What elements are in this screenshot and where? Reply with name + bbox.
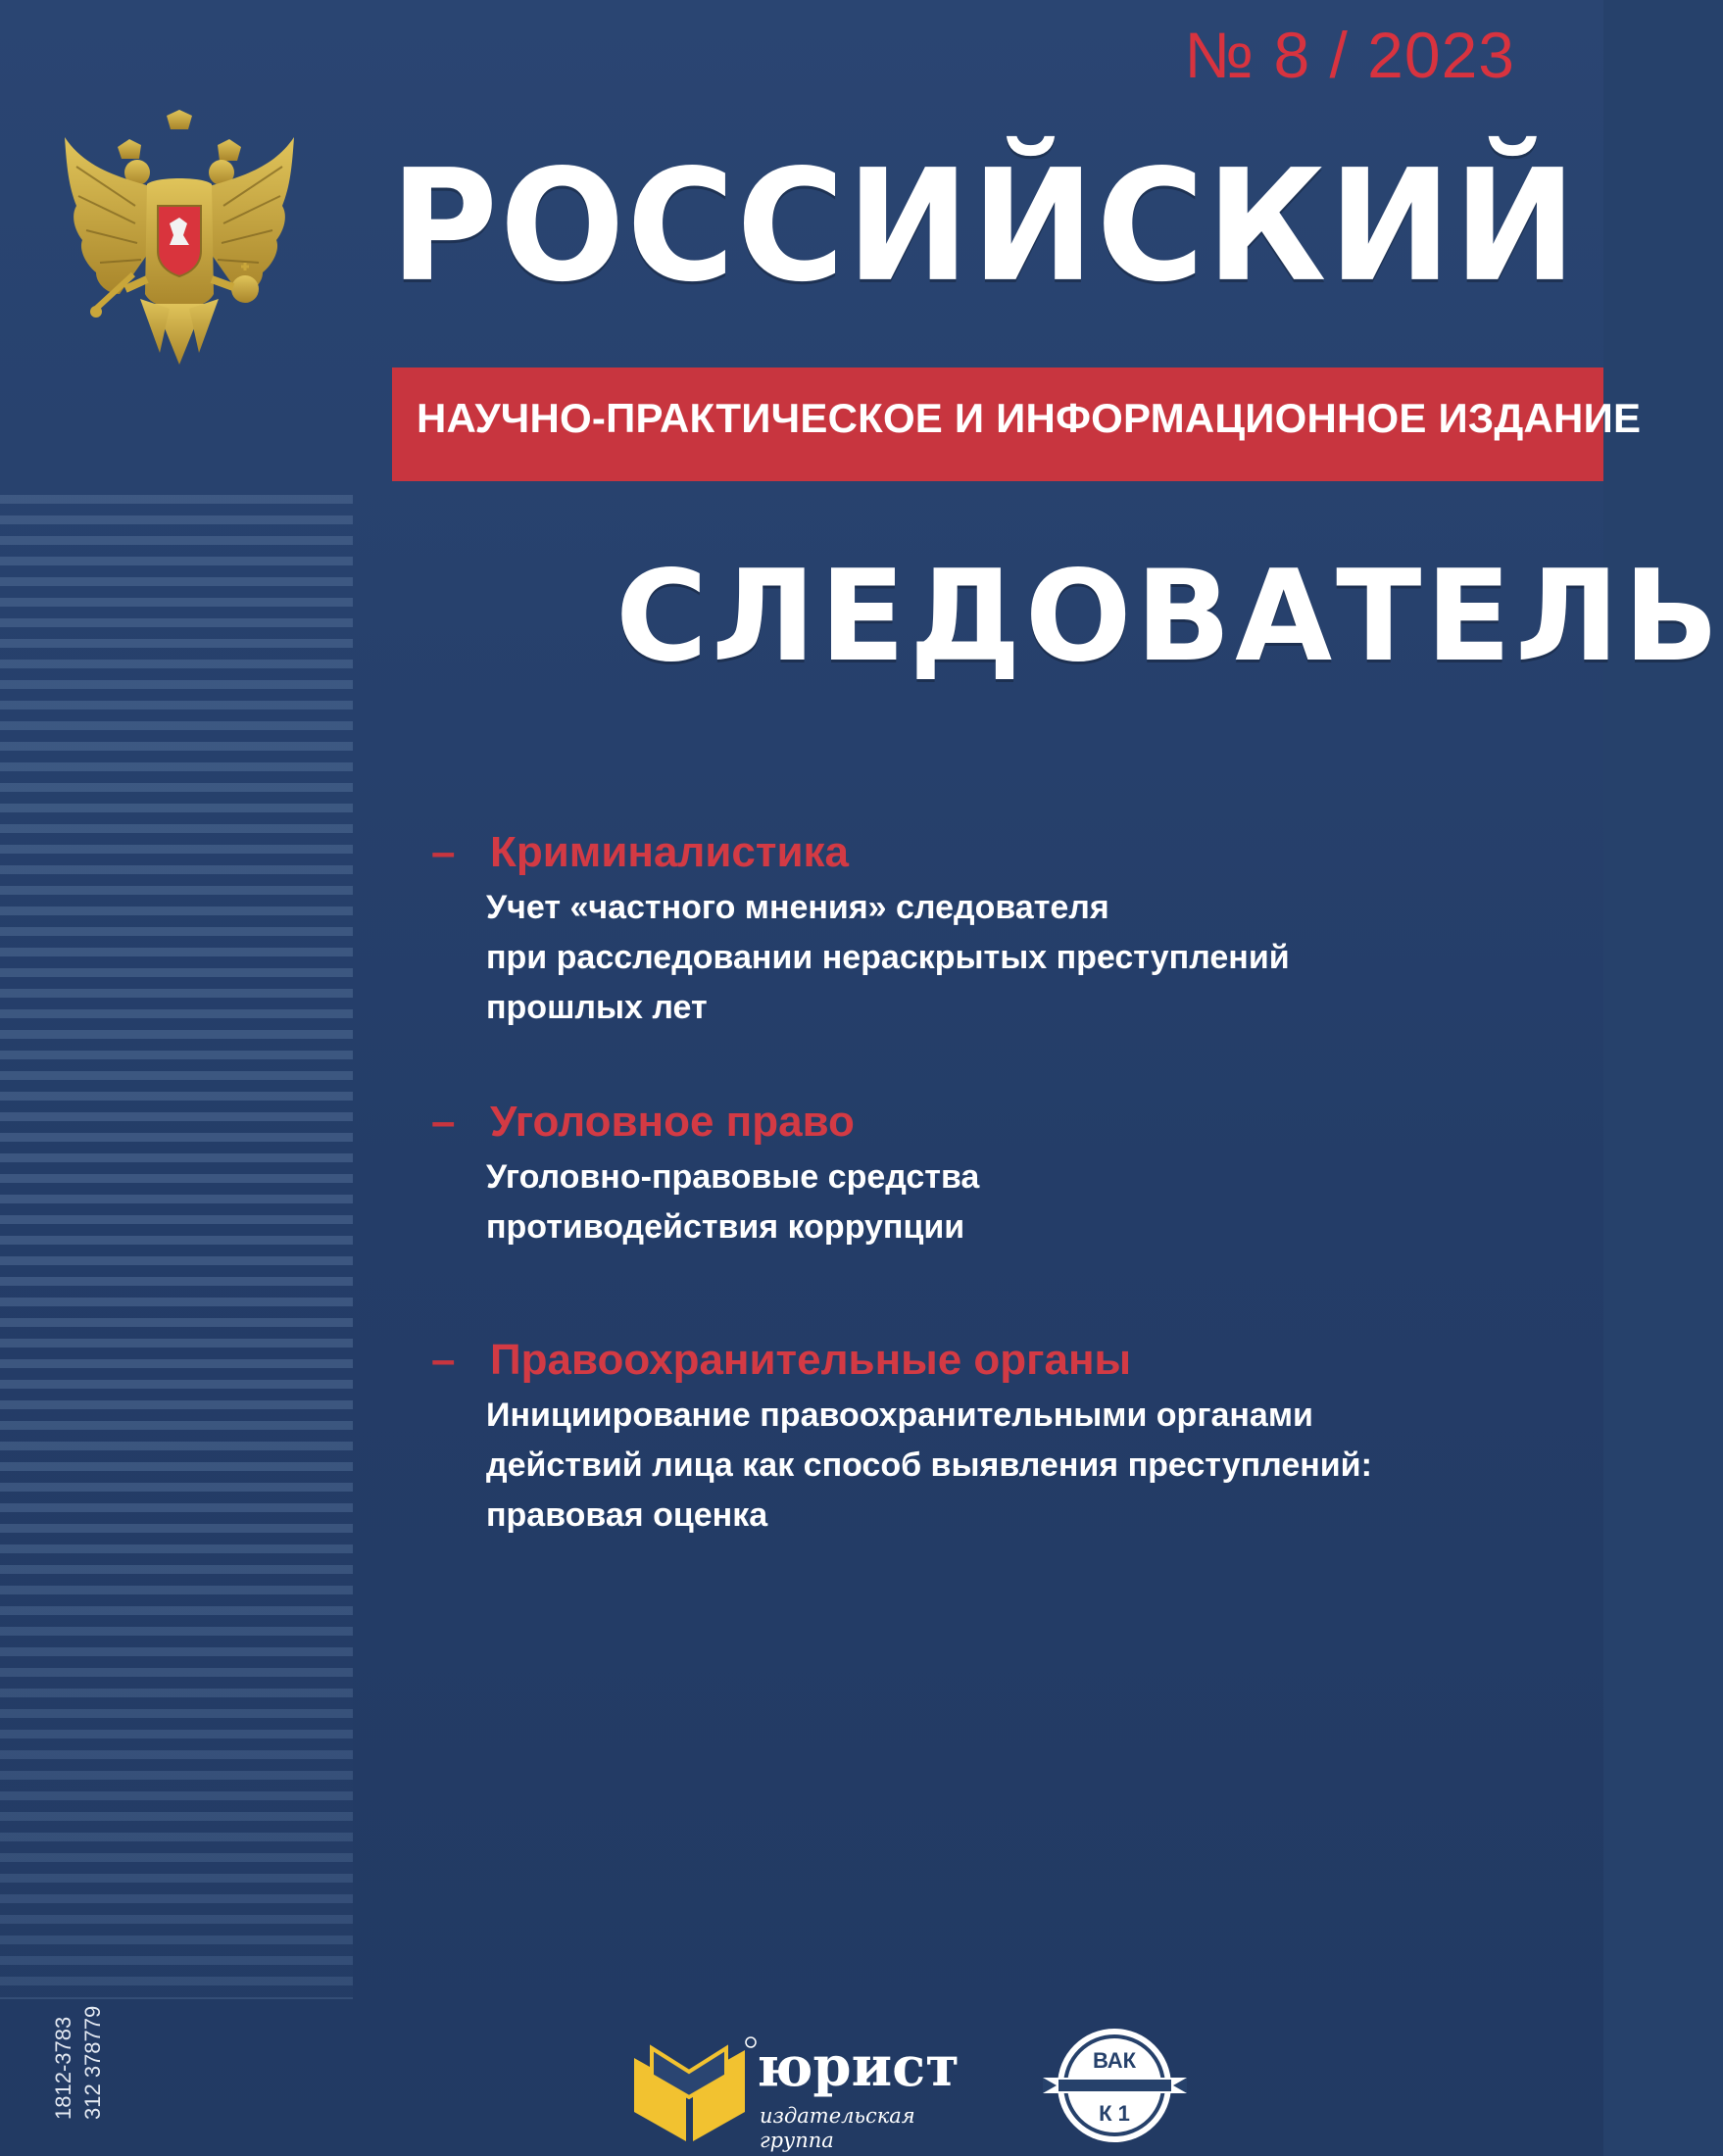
issn-line-1: 1812-3783 — [51, 2016, 75, 2120]
dash-icon: – — [431, 1336, 456, 1384]
section-criminal-law — [431, 1098, 1558, 1252]
issn-text — [51, 1992, 120, 2154]
vak-top-text: ВАК — [1092, 2048, 1137, 2073]
magazine-title-bottom: СЛЕДОВАТЕЛЬ — [615, 544, 1723, 690]
article-title — [486, 1152, 1558, 1252]
vak-badge-icon — [1039, 2019, 1191, 2151]
section-criminalistics — [431, 828, 1558, 1033]
issue-number: № 8 / 2023 — [1184, 19, 1515, 91]
magazine-title-top: РОССИЙСКИЙ — [390, 137, 1579, 317]
section-law-enforcement — [431, 1336, 1558, 1541]
vak-badge — [1039, 2019, 1191, 2151]
article-line: правовая оценка — [486, 1496, 768, 1534]
article-line: действий лица как способ выявления преступлений: — [486, 1446, 1372, 1484]
article-title — [486, 1391, 1558, 1541]
vak-bottom-text: К 1 — [1099, 2101, 1130, 2126]
issn-line-2: 312 378779 — [80, 2005, 105, 2120]
coat-of-arms-icon — [57, 108, 302, 377]
stripes-fade — [0, 495, 353, 1999]
publisher-subtitle-1: издательская — [760, 2104, 915, 2128]
subtitle-text: НАУЧНО-ПРАКТИЧЕСКОЕ И ИНФОРМАЦИОННОЕ ИЗДАНИЕ — [417, 395, 1642, 441]
dash-icon: – — [431, 828, 456, 876]
publisher-name: юрист — [757, 2034, 960, 2099]
dash-icon: – — [431, 1098, 456, 1146]
publisher-subtitle-2: группа — [760, 2129, 834, 2152]
section-heading — [431, 828, 1558, 877]
section-heading — [431, 1336, 1558, 1385]
article-line: противодействия коррупции — [486, 1208, 965, 1246]
article-line: Учет «частного мнения» следователя — [486, 889, 1109, 926]
section-rubric: Уголовное право — [490, 1098, 855, 1146]
article-line: при расследовании нераскрытых преступлений — [486, 939, 1290, 976]
article-line: прошлых лет — [486, 989, 708, 1026]
article-title — [486, 883, 1558, 1033]
section-rubric: Правоохранительные органы — [490, 1336, 1132, 1384]
section-rubric: Криминалистика — [490, 828, 849, 876]
article-line: Инициирование правоохранительными органами — [486, 1396, 1313, 1434]
section-heading — [431, 1098, 1558, 1147]
article-line: Уголовно-правовые средства — [486, 1158, 980, 1196]
